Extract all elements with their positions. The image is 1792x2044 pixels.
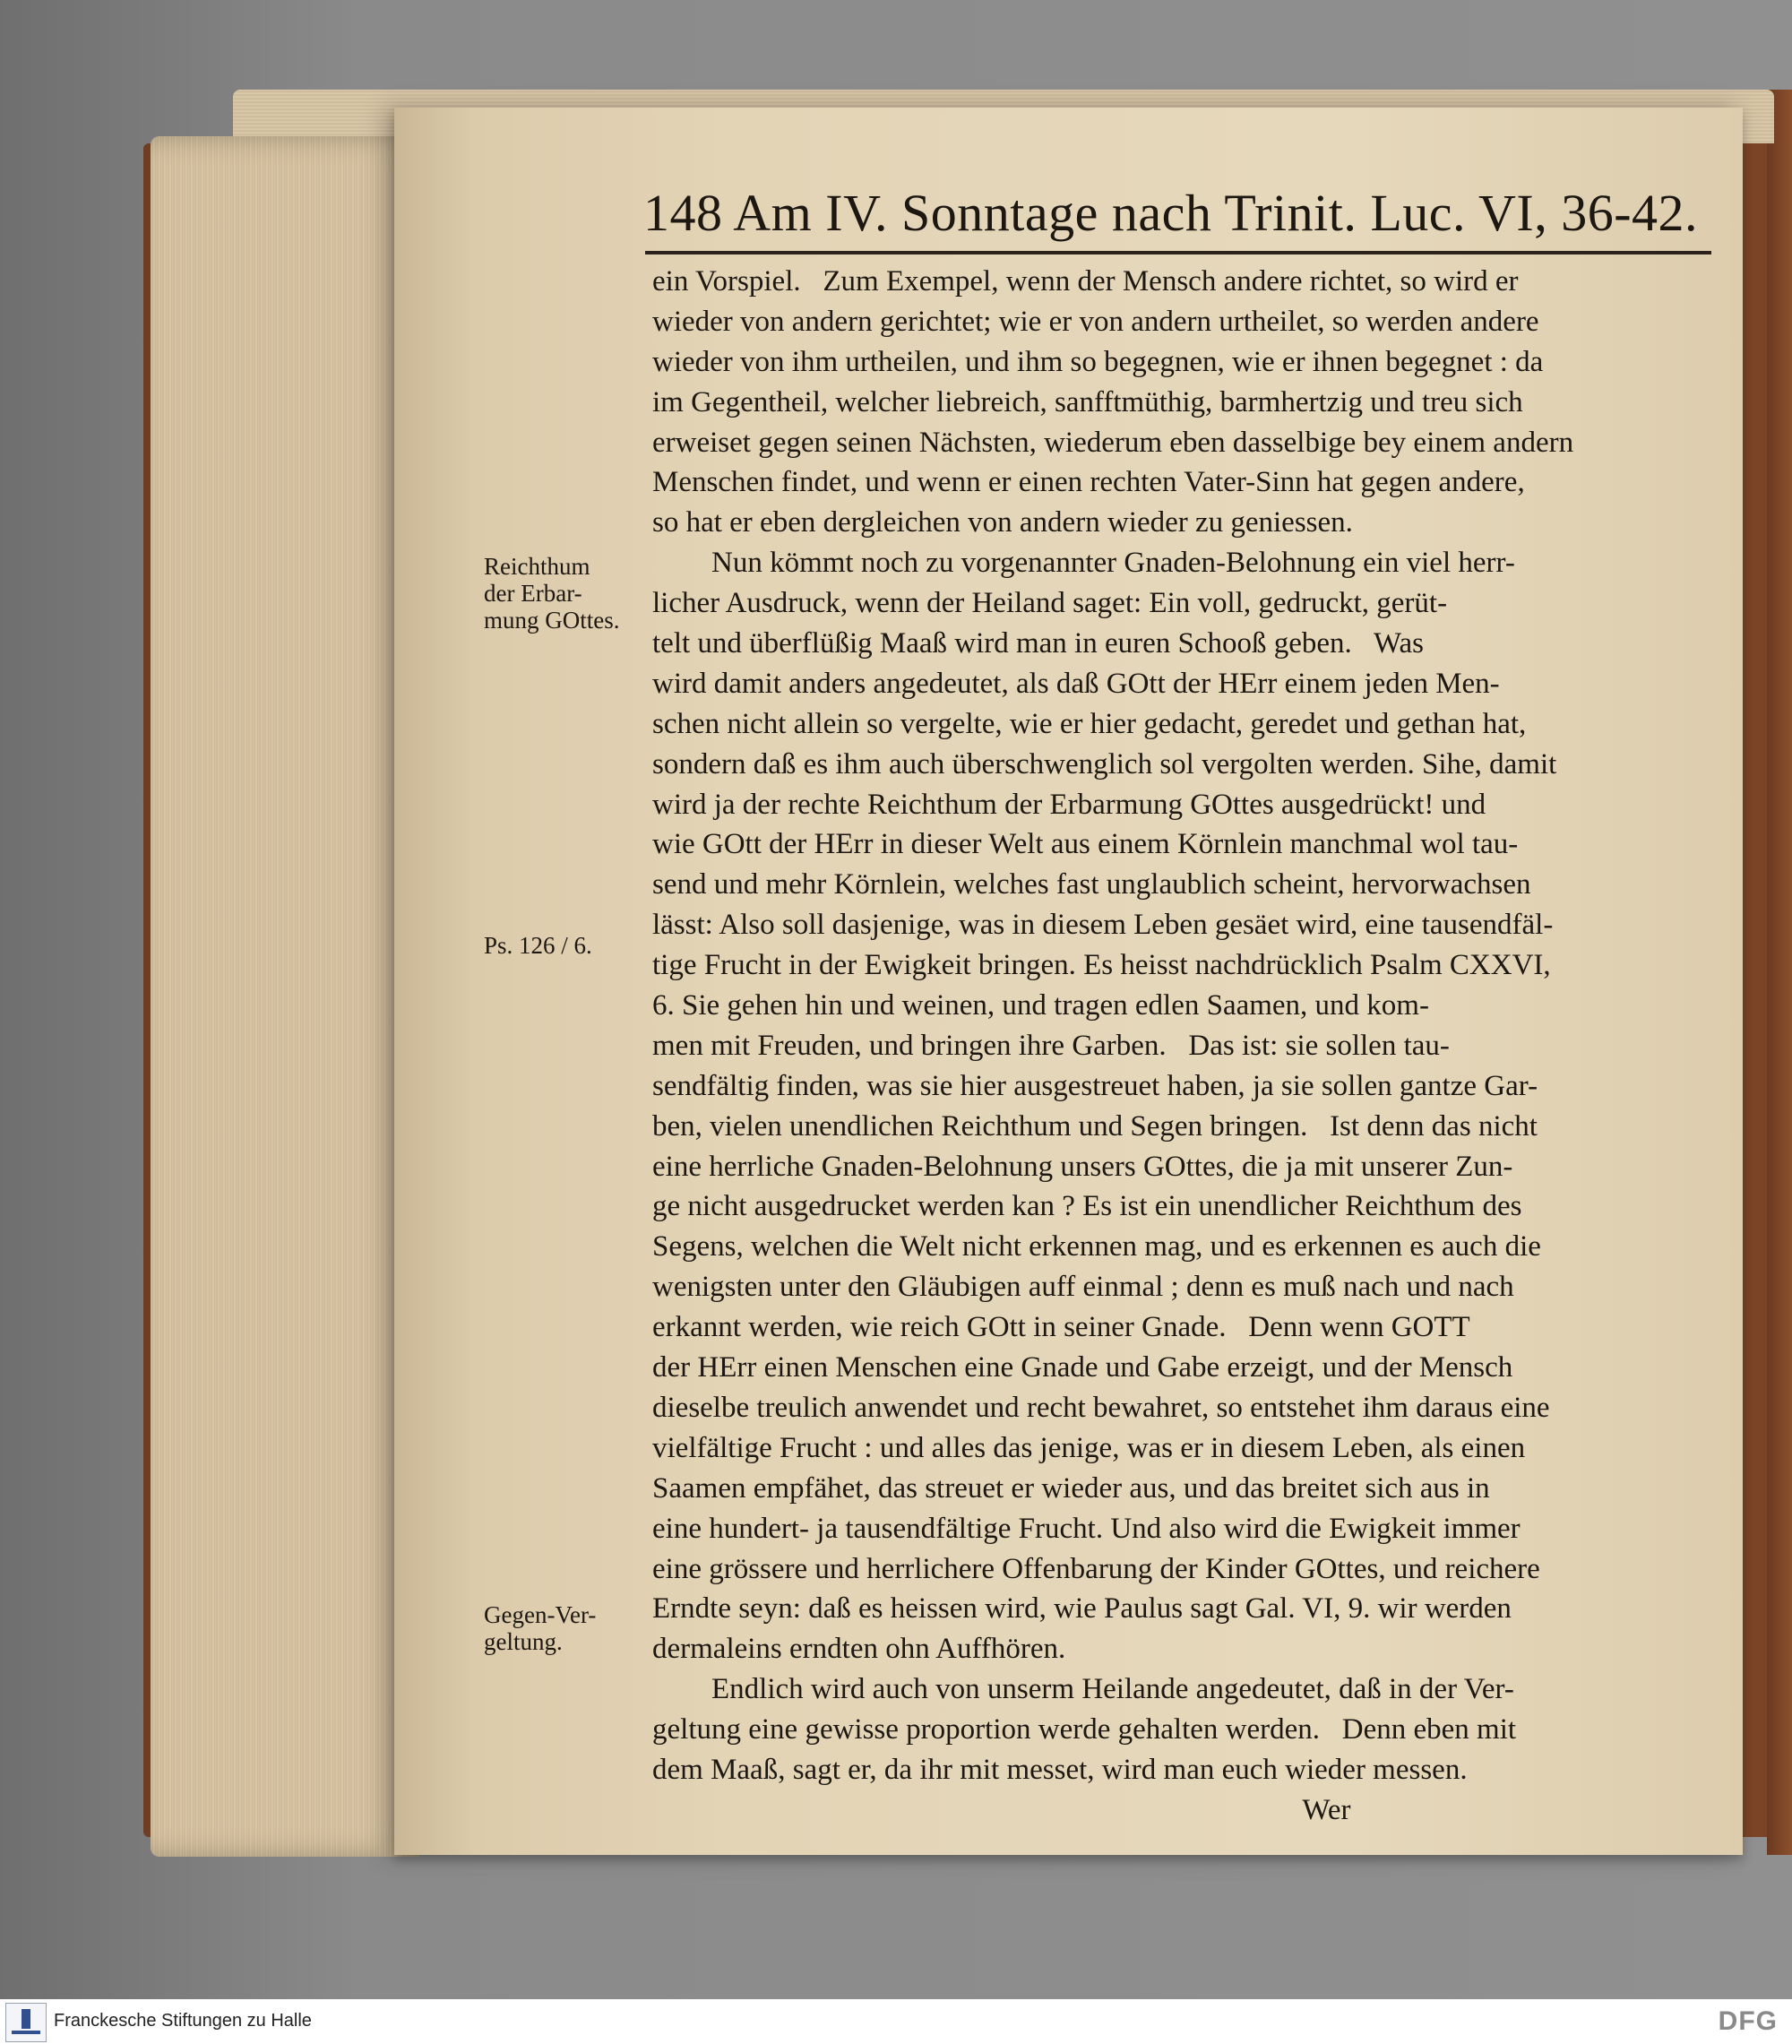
running-head: 148 Am IV. Sonntage nach Trinit. Luc. VI, 36-42. xyxy=(643,184,1699,242)
text-line: wie GOtt der HErr in dieser Welt aus einem Körnlein manchmal wol tau- xyxy=(652,828,1519,861)
text-line: schen nicht allein so vergelte, wie er hier gedacht, geredet und gethan hat, xyxy=(652,707,1527,740)
text-line: wenigsten unter den Gläubigen auff einmal ; denn es muß nach und nach xyxy=(652,1271,1514,1304)
text-line: men mit Freuden, und bringen ihre Garben. Das ist: sie sollen tau- xyxy=(652,1029,1450,1062)
text-line: erkannt werden, wie reich GOtt in seiner Gnade. Denn wenn GOTT xyxy=(652,1311,1470,1344)
text-line: eine herrliche Gnaden-Belohnung unsers GOttes, die ja mit unserer Zun- xyxy=(652,1150,1513,1183)
dfg-logo: DFG xyxy=(1718,2006,1778,2036)
margin-note-line: Gegen-Ver- xyxy=(484,1601,597,1628)
text-line: lässt: Also soll dasjenige, was in diesem Leben gesäet wird, eine tausendfäl- xyxy=(652,909,1554,942)
margin-note-reichthum xyxy=(484,553,645,634)
text-line: send und mehr Körnlein, welches fast unglaublich scheint, hervorwachsen xyxy=(652,868,1531,901)
text-line: Erndte seyn: daß es heissen wird, wie Paulus sagt Gal. VI, 9. wir werden xyxy=(652,1592,1512,1626)
institution-name: Franckesche Stiftungen zu Halle xyxy=(54,2011,312,2031)
book-cover-edge xyxy=(1767,90,1792,1855)
text-line: wird ja der rechte Reichthum der Erbarmung GOttes ausgedrückt! und xyxy=(652,788,1486,821)
text-line: Wer xyxy=(652,1793,1351,1826)
body-text xyxy=(652,262,1727,1831)
text-line: 6. Sie gehen hin und weinen, und tragen edlen Saamen, und kom- xyxy=(652,989,1429,1022)
margin-note-line: mung GOttes. xyxy=(484,607,620,634)
page-edges-left xyxy=(151,136,419,1857)
margin-note-psalm xyxy=(484,932,645,959)
page-content xyxy=(394,108,1743,1855)
text-line: tige Frucht in der Ewigkeit bringen. Es heisst nachdrücklich Psalm CXXVI, xyxy=(652,949,1551,982)
text-line: dem Maaß, sagt er, da ihr mit messet, wird man euch wieder messen. xyxy=(652,1753,1468,1786)
text-line: eine grössere und herrlichere Offenbarung der Kinder GOttes, und reichere xyxy=(652,1552,1540,1585)
text-line: Saamen empfähet, das streuet er wieder aus, und das breitet sich aus in xyxy=(652,1471,1490,1505)
text-line: sondern daß es ihm auch überschwenglich sol vergolten werden. Sihe, damit xyxy=(652,747,1557,781)
text-line: sendfältig finden, was sie hier ausgestreuet haben, ja sie sollen gantze Gar- xyxy=(652,1069,1538,1102)
margin-note-line: Reichthum xyxy=(484,553,590,580)
margin-note-vergeltung xyxy=(484,1601,645,1655)
text-line: telt und überflüßig Maaß wird man in euren Schooß geben. Was xyxy=(652,627,1424,660)
text-line: wieder von andern gerichtet; wie er von andern urtheilet, so werden andere xyxy=(652,305,1539,338)
text-line: licher Ausdruck, wenn der Heiland saget: Ein voll, gedruckt, gerüt- xyxy=(652,587,1448,620)
text-line: im Gegentheil, welcher liebreich, sanfftmüthig, barmhertzig und treu sich xyxy=(652,385,1523,418)
text-line: Segens, welchen die Welt nicht erkennen mag, und es erkennen es auch die xyxy=(652,1230,1541,1263)
margin-note-line: der Erbar- xyxy=(484,580,582,607)
header-rule xyxy=(645,251,1711,254)
text-line: wieder von ihm urtheilen, und ihm so begegnen, wie er ihnen begegnet : da xyxy=(652,345,1544,378)
book-page xyxy=(394,108,1743,1855)
text-line: ben, vielen unendlichen Reichthum und Segen bringen. Ist denn das nicht xyxy=(652,1109,1538,1143)
margin-note-line: geltung. xyxy=(484,1628,563,1655)
text-line: Nun kömmt noch zu vorgenannter Gnaden-Belohnung ein viel herr- xyxy=(652,547,1515,580)
text-line: ge nicht ausgedrucket werden kan ? Es ist ein unendlicher Reichthum des xyxy=(652,1190,1522,1223)
text-line: Menschen findet, und wenn er einen rechten Vater-Sinn hat gegen andere, xyxy=(652,466,1525,499)
text-line: dieselbe treulich anwendet und recht bewahret, so entstehet ihm daraus eine xyxy=(652,1391,1550,1424)
text-line: der HErr einen Menschen eine Gnade und Gabe erzeigt, und der Mensch xyxy=(652,1351,1513,1384)
text-line: so hat er eben dergleichen von andern wieder zu geniessen. xyxy=(652,506,1353,539)
text-line: erweiset gegen seinen Nächsten, wiederum eben dasselbige bey einem andern xyxy=(652,426,1574,459)
text-line: wird damit anders angedeutet, als daß GOtt der HErr einem jeden Men- xyxy=(652,667,1500,700)
text-line: vielfältige Frucht : und alles das jenige, was er in diesem Leben, als einen xyxy=(652,1431,1526,1464)
text-line: geltung eine gewisse proportion werde gehalten werden. Denn eben mit xyxy=(652,1713,1517,1746)
institution-logo-icon xyxy=(5,2003,47,2042)
text-line: ein Vorspiel. Zum Exempel, wenn der Mensch andere richtet, so wird er xyxy=(652,265,1519,298)
text-line: eine hundert- ja tausendfältige Frucht. Und also wird die Ewigkeit immer xyxy=(652,1512,1521,1545)
text-line: Endlich wird auch von unserm Heilande angedeutet, daß in der Ver- xyxy=(652,1673,1514,1706)
text-line: dermaleins erndten ohn Auffhören. xyxy=(652,1633,1066,1666)
footer-banner xyxy=(0,1999,1792,2044)
margin-note-line: Ps. 126 / 6. xyxy=(484,932,592,959)
